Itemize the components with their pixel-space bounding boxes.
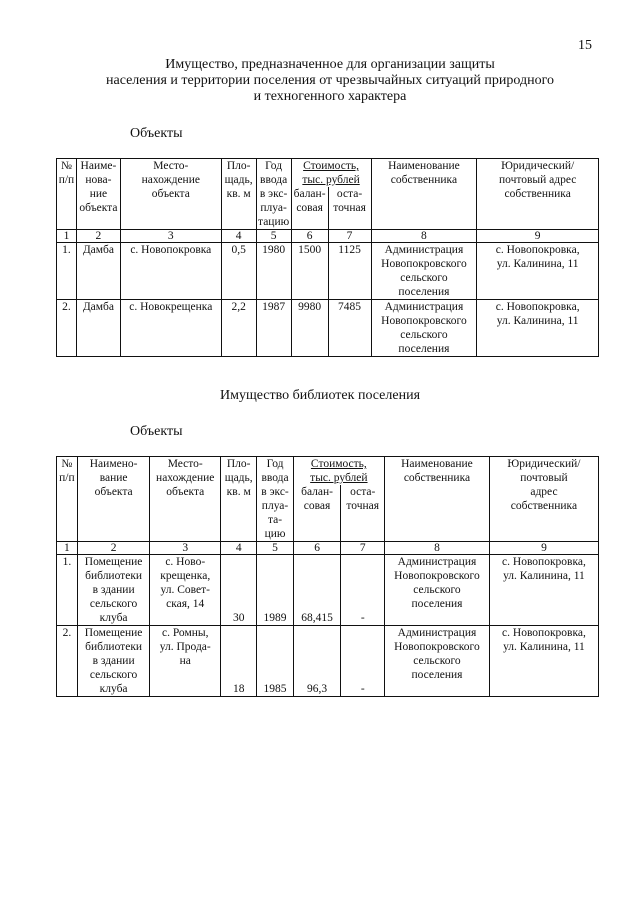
header-address: Юридический/ почтовый адрес собственника	[489, 457, 598, 542]
object-location: с. Ромны, ул. Прода- на	[150, 626, 221, 697]
section1-subtitle: Объекты	[130, 126, 183, 141]
object-owner: Администрация Новопокровского сельского поселения	[371, 243, 477, 300]
column-number: 5	[256, 230, 291, 243]
header-location: Место- нахождение объекта	[120, 159, 221, 230]
column-number: 4	[221, 230, 256, 243]
column-number: 9	[489, 542, 598, 555]
column-number: 5	[257, 542, 293, 555]
object-location: с. Ново- крещенка, ул. Совет- ская, 14	[150, 555, 221, 626]
table-row	[57, 626, 599, 697]
column-number-row	[57, 542, 599, 555]
column-number: 9	[477, 230, 599, 243]
library-objects-table	[56, 456, 599, 697]
header-cost: Стоимость, тыс. рублей	[291, 159, 371, 188]
column-number: 7	[341, 542, 385, 555]
owner-address: с. Новопокровка, ул. Калинина, 11	[489, 626, 598, 697]
object-year: 1980	[256, 243, 291, 300]
header-year: Год ввода в экс- плуа- та- цию	[257, 457, 293, 542]
column-number: 1	[57, 542, 78, 555]
header-number: № п/п	[57, 159, 77, 230]
row-number: 2.	[57, 300, 77, 357]
column-number-row	[57, 230, 599, 243]
object-year: 1989	[257, 555, 293, 626]
object-name: Дамба	[76, 243, 120, 300]
object-residual-cost: 1125	[328, 243, 371, 300]
object-location: с. Новокрещенка	[120, 300, 221, 357]
column-number: 6	[293, 542, 341, 555]
title-line: и техногенного характера	[253, 89, 407, 104]
object-balance-cost: 68,415	[293, 555, 341, 626]
object-balance-cost: 9980	[291, 300, 328, 357]
row-number: 1.	[57, 243, 77, 300]
header-location: Место- нахождение объекта	[150, 457, 221, 542]
header-residual: оста- точная	[328, 187, 371, 230]
table-row	[57, 300, 599, 357]
title-line: населения и территории поселения от чрезвычайных ситуаций природного	[105, 73, 554, 88]
object-owner: Администрация Новопокровского сельского поселения	[371, 300, 477, 357]
header-owner: Наименование собственника	[385, 457, 490, 542]
column-number: 3	[120, 230, 221, 243]
object-area: 18	[221, 626, 257, 697]
object-balance-cost: 96,3	[293, 626, 341, 697]
object-residual-cost: -	[341, 626, 385, 697]
object-residual-cost: 7485	[328, 300, 371, 357]
table-row	[57, 555, 599, 626]
header-address: Юридический/ почтовый адрес собственника	[477, 159, 599, 230]
object-name: Дамба	[76, 300, 120, 357]
object-name: Помещение библиотеки в здании сельского клуба	[77, 626, 150, 697]
object-area: 0,5	[221, 243, 256, 300]
object-balance-cost: 1500	[291, 243, 328, 300]
header-balance: балан- совая	[291, 187, 328, 230]
header-residual: оста- точная	[341, 485, 385, 542]
header-object-name: Наимено- вание объекта	[77, 457, 150, 542]
column-number: 3	[150, 542, 221, 555]
protection-objects-table	[56, 158, 599, 357]
header-area: Пло- щадь, кв. м	[221, 159, 256, 230]
document-title	[60, 57, 600, 105]
header-balance: балан- совая	[293, 485, 341, 542]
row-number: 2.	[57, 626, 78, 697]
column-number: 8	[371, 230, 477, 243]
page-number: 15	[578, 38, 592, 53]
object-residual-cost: -	[341, 555, 385, 626]
title-line: Имущество, предназначенное для организации защиты	[165, 57, 495, 72]
column-number: 1	[57, 230, 77, 243]
object-year: 1987	[256, 300, 291, 357]
object-year: 1985	[257, 626, 293, 697]
table-row	[57, 243, 599, 300]
object-name: Помещение библиотеки в здании сельского клуба	[77, 555, 150, 626]
column-number: 6	[291, 230, 328, 243]
section2-heading: Имущество библиотек поселения	[219, 388, 421, 403]
object-area: 2,2	[221, 300, 256, 357]
object-owner: Администрация Новопокровского сельского поселения	[385, 555, 490, 626]
owner-address: с. Новопокровка, ул. Калинина, 11	[477, 300, 599, 357]
row-number: 1.	[57, 555, 78, 626]
owner-address: с. Новопокровка, ул. Калинина, 11	[477, 243, 599, 300]
column-number: 4	[221, 542, 257, 555]
header-cost: Стоимость, тыс. рублей	[293, 457, 384, 486]
column-number: 2	[77, 542, 150, 555]
column-number: 7	[328, 230, 371, 243]
header-area: Пло- щадь, кв. м	[221, 457, 257, 542]
header-number: № п/п	[57, 457, 78, 542]
object-owner: Администрация Новопокровского сельского поселения	[385, 626, 490, 697]
header-owner: Наименование собственника	[371, 159, 477, 230]
section2-subtitle: Объекты	[130, 424, 183, 439]
owner-address: с. Новопокровка, ул. Калинина, 11	[489, 555, 598, 626]
column-number: 8	[385, 542, 490, 555]
object-area: 30	[221, 555, 257, 626]
object-location: с. Новопокровка	[120, 243, 221, 300]
column-number: 2	[76, 230, 120, 243]
header-year: Год ввода в экс- плуа- тацию	[258, 160, 290, 228]
header-object-name: Наиме- нова- ние объекта	[76, 159, 120, 230]
